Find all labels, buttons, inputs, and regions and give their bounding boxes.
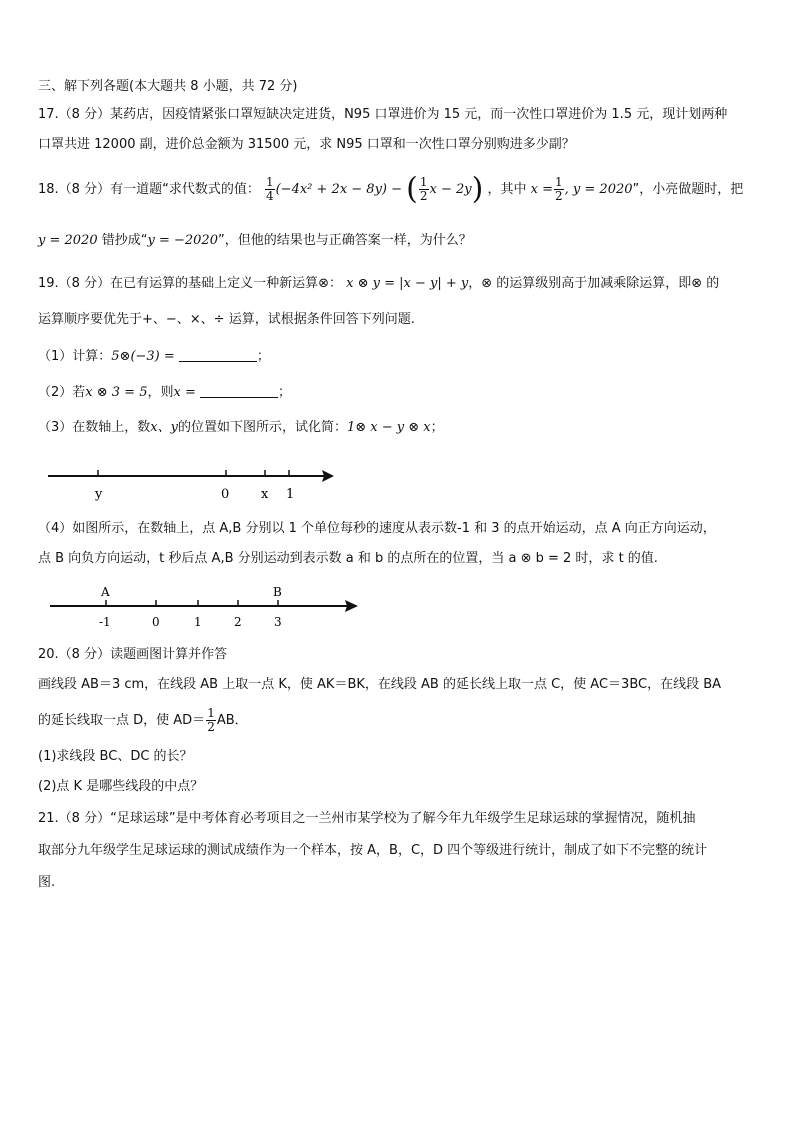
q20-sub1: (1)求线段 BC、DC 的长？ (38, 749, 193, 764)
q17-line2: 口罩共进 12000 副，进价总金额为 31500 元，求 N95 口罩和一次性口罩分别购进多少副？ (38, 137, 575, 152)
q20-fraction-half (206, 707, 216, 734)
q19-part1 (38, 347, 270, 366)
label-1: 1 (286, 487, 295, 502)
q18-open-paren: ( (406, 171, 418, 207)
q19-part3-vars: x、y (150, 420, 178, 435)
q17-line1: 17.（8 分）某药店，因疫情紧张口罩短缺决定进货，N95 口罩进价为 15 元，而一次性口罩进价为 1.5 元，现计划两种 (38, 107, 728, 122)
q19-part2-then: ，则 (147, 385, 174, 400)
q19-part2-end: ； (278, 385, 292, 400)
q18-expression-2: x − 2y (429, 182, 472, 197)
q19-part3-expression: 1⊗ x − y ⊗ x (346, 420, 431, 435)
tick-label-1: 1 (194, 615, 202, 629)
q18-frac2-num: 1 (419, 175, 428, 189)
q20-frac-num: 1 (207, 706, 215, 720)
q19-part3 (38, 419, 444, 437)
tick-label-0: 0 (152, 615, 160, 629)
point-a-label: A (101, 585, 110, 599)
q19-part2-answer-blank[interactable] (200, 383, 278, 398)
q21-line3: 图. (38, 875, 56, 890)
q18-y-wrong: y = −2020 (147, 233, 218, 248)
q18-frac1-den: 4 (265, 189, 274, 203)
section-title: 三、解下列各题(本大题共 8 小题，共 72 分) (38, 79, 298, 94)
q18-mid: ，其中 (487, 182, 527, 197)
q19-part2-condition: x ⊗ 3 = 5 (85, 385, 148, 400)
q19-part1-answer-blank[interactable] (179, 347, 257, 362)
q19-line2: 运算顺序要优先于+、−、×、÷ 运算，试根据条件回答下列问题. (38, 312, 415, 327)
q19-part1-end: ； (256, 349, 270, 364)
q19-part4-line1: （4）如图所示，在数轴上，点 A,B 分别以 1 个单位每秒的速度从表示数-1 和 3 的点开始运动，点 A 向正方向运动， (38, 521, 716, 536)
q20-frac-den: 2 (207, 720, 215, 734)
q20-line1: 画线段 AB＝3 cm，在线段 AB 上取一点 K，使 AK＝BK，在线段 AB 的延长线上取一点 C，使 AC＝3BC，在线段 BA (38, 677, 722, 692)
tick-label-neg1: -1 (99, 615, 111, 629)
q18-line2-text-b: 错抄成“ (101, 233, 148, 248)
q18-line2-text-d: ”，但他的结果也与正确答案一样，为什么？ (217, 233, 472, 248)
q18-frac2-den: 2 (419, 189, 428, 203)
q19-part1-expression: 5⊗(−3) = (111, 349, 175, 364)
number-line-ab (40, 580, 370, 632)
q18-frac3-den: 2 (555, 189, 563, 203)
q19-part3-text: 的位置如下图所示，试化简： (177, 420, 347, 435)
q18-fraction-quarter (265, 176, 275, 203)
q18-x-equals: x = (530, 182, 554, 197)
q18-y-equals: , y = 2020 (564, 182, 633, 197)
q18-close-paren: ) (471, 171, 484, 207)
q20-line2 (38, 706, 248, 736)
q18-fraction-half (419, 176, 429, 203)
q19-operation-definition: x ⊗ y = |x − y| + y (346, 276, 469, 291)
q19-part1-label: （1）计算： (38, 349, 112, 364)
q19-part4-line2: 点 B 向负方向运动，t 秒后点 A,B 分别运动到表示数 a 和 b 的点所在的位置，当 a ⊗ b = 2 时，求 t 的值. (38, 551, 658, 566)
label-y: y (95, 487, 103, 502)
q18-frac3-num: 1 (555, 175, 563, 189)
q19-part2 (38, 383, 291, 402)
q18-fraction-x (554, 176, 564, 203)
q18-line2 (38, 232, 472, 250)
tick-label-3: 3 (274, 615, 282, 629)
q20-line2-a: 的延长线取一点 D，使 AD＝ (38, 713, 206, 728)
q19-line1-a: 19.（8 分）在已有运算的基础上定义一种新运算⊗： (38, 276, 342, 291)
tick-label-2: 2 (234, 615, 242, 629)
point-b-label: B (273, 585, 282, 599)
q18-prefix: 18.（8 分）有一道题“求代数式的值： (38, 182, 260, 197)
q20-title: 20.（8 分）读题画图计算并作答 (38, 647, 228, 662)
q18-y-correct: y = 2020 (38, 233, 98, 248)
q20-sub2: (2)点 K 是哪些线段的中点？ (38, 779, 204, 794)
q19-part3-label: （3）在数轴上，数 (38, 420, 151, 435)
q18-suffix: ”，小亮做题时，把 (632, 182, 744, 197)
q19-line1 (38, 275, 719, 293)
number-line-xy (40, 460, 340, 504)
q19-line1-c: ，⊗ 的运算级别高于加减乘除运算，即⊗ 的 (468, 276, 720, 291)
q20-line2-b: AB． (216, 713, 248, 728)
q18-frac1-num: 1 (265, 175, 274, 189)
q18-expression-1: (−4x² + 2x − 8y) − (275, 182, 403, 197)
label-0: 0 (221, 487, 230, 502)
q19-part2-x-equals: x = (173, 385, 196, 400)
label-x: x (261, 487, 269, 502)
q18-line1 (38, 172, 743, 208)
q19-part3-end: ； (430, 420, 444, 435)
q19-part2-label: （2）若 (38, 385, 86, 400)
q21-line1: 21.（8 分）“足球运球”是中考体育必考项目之一兰州市某学校为了解今年九年级学生足球运球的掌握情况，随机抽 (38, 811, 696, 826)
q21-line2: 取部分九年级学生足球运球的测试成绩作为一个样本，按 A，B，C，D 四个等级进行统计，制成了如下不完整的统计 (38, 843, 708, 858)
